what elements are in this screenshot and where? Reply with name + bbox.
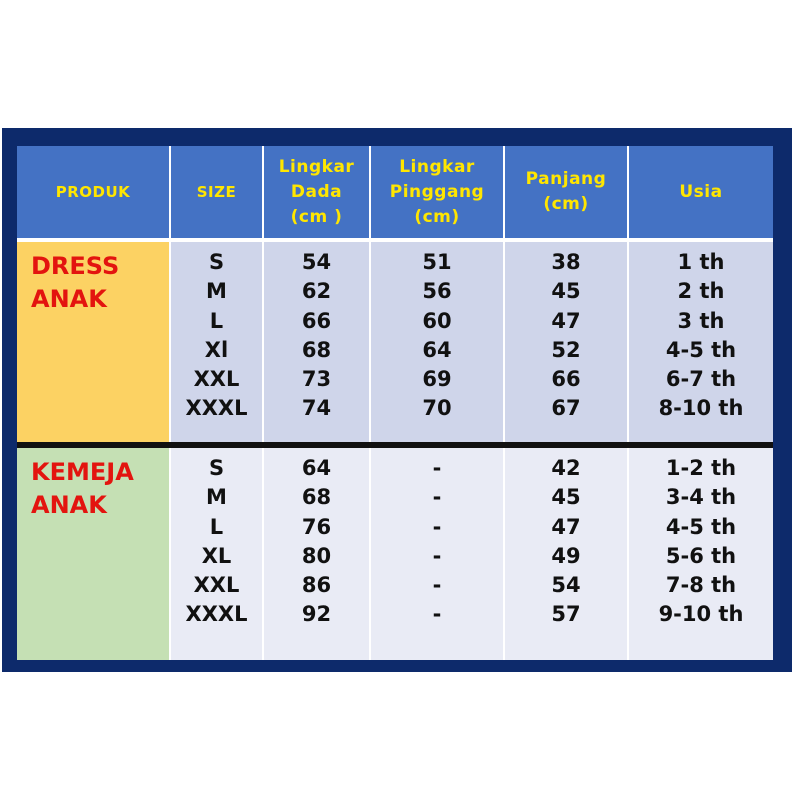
header-size: SIZE bbox=[170, 146, 263, 238]
cell-value: 5-6 th bbox=[665, 543, 737, 568]
cell-value: 38 bbox=[551, 250, 581, 274]
lingkar-dada-column bbox=[263, 242, 370, 442]
cell-value: 74 bbox=[301, 396, 332, 421]
header-line: Pinggang bbox=[389, 181, 485, 202]
cell-value: 68 bbox=[301, 337, 332, 362]
group-row-kemeja bbox=[17, 448, 773, 660]
cell-value: 68 bbox=[301, 485, 332, 510]
cell-value: 51 bbox=[422, 250, 452, 274]
header-line: Lingkar bbox=[278, 156, 355, 177]
cell-value: 1-2 th bbox=[665, 456, 737, 480]
cell-value: XL bbox=[201, 543, 232, 568]
panjang-column bbox=[504, 448, 628, 660]
cell-value: 57 bbox=[551, 602, 581, 627]
header-panjang bbox=[504, 146, 628, 238]
cell-value: 47 bbox=[551, 308, 581, 333]
product-label-dress bbox=[17, 242, 170, 442]
cell-value: 42 bbox=[551, 456, 581, 480]
cell-value: XXXL bbox=[185, 602, 248, 627]
cell-value: 80 bbox=[301, 543, 332, 568]
size-column bbox=[170, 448, 263, 660]
cell-value: KEMEJA bbox=[31, 458, 134, 486]
header-line: Panjang bbox=[525, 169, 607, 189]
cell-value: 47 bbox=[551, 514, 581, 539]
cell-value: - bbox=[432, 602, 442, 627]
header-row bbox=[17, 146, 773, 238]
cell-value: 9-10 th bbox=[658, 602, 744, 627]
cell-value: 45 bbox=[551, 485, 581, 510]
lingkar-dada-column bbox=[263, 448, 370, 660]
cell-value: L bbox=[209, 308, 224, 333]
cell-value: M bbox=[206, 279, 227, 304]
cell-value: 4-5 th bbox=[665, 337, 737, 362]
cell-value: 66 bbox=[301, 308, 332, 333]
size-chart-table bbox=[17, 146, 773, 660]
cell-value: - bbox=[432, 485, 442, 510]
cell-value: 69 bbox=[422, 367, 452, 392]
cell-value: 73 bbox=[301, 367, 332, 392]
header-line: (cm ) bbox=[290, 206, 343, 227]
cell-value: 1 th bbox=[677, 250, 725, 274]
cell-value: - bbox=[432, 573, 442, 598]
cell-value: ANAK bbox=[31, 285, 107, 313]
cell-value: 54 bbox=[551, 573, 581, 598]
cell-value: 92 bbox=[301, 602, 332, 627]
cell-value: L bbox=[209, 514, 224, 539]
cell-value: 67 bbox=[551, 396, 581, 421]
cell-value: 64 bbox=[301, 456, 332, 480]
header-produk: PRODUK bbox=[17, 146, 170, 238]
cell-value: 60 bbox=[422, 308, 452, 333]
cell-value: 70 bbox=[422, 396, 452, 421]
cell-value: 2 th bbox=[677, 279, 725, 304]
header-line: (cm) bbox=[543, 194, 589, 214]
cell-value: - bbox=[432, 543, 442, 568]
cell-value: 3 th bbox=[677, 308, 725, 333]
cell-value: 7-8 th bbox=[665, 573, 737, 598]
header-line: Lingkar bbox=[399, 156, 475, 177]
cell-value: XXL bbox=[193, 573, 240, 598]
cell-value: Xl bbox=[204, 337, 229, 362]
cell-value: 4-5 th bbox=[665, 514, 737, 539]
cell-value: XXXL bbox=[185, 396, 248, 421]
usia-column bbox=[628, 242, 773, 442]
cell-value: 8-10 th bbox=[658, 396, 744, 421]
header-lingkar-pinggang bbox=[370, 146, 504, 238]
cell-value: 62 bbox=[301, 279, 332, 304]
cell-value: M bbox=[206, 485, 227, 510]
header-line: (cm) bbox=[414, 206, 460, 227]
cell-value: 66 bbox=[551, 367, 581, 392]
cell-value: XXL bbox=[193, 367, 240, 392]
cell-value: - bbox=[432, 514, 442, 539]
group-row-dress bbox=[17, 242, 773, 442]
header-line: Dada bbox=[290, 181, 343, 202]
cell-value: DRESS bbox=[31, 252, 120, 280]
cell-value: 76 bbox=[301, 514, 332, 539]
lingkar-pinggang-column bbox=[370, 242, 504, 442]
cell-value: - bbox=[432, 456, 442, 480]
cell-value: 45 bbox=[551, 279, 581, 304]
header-lingkar-dada bbox=[263, 146, 370, 238]
cell-value: 54 bbox=[301, 250, 332, 274]
lingkar-pinggang-column bbox=[370, 448, 504, 660]
cell-value: 49 bbox=[551, 543, 581, 568]
cell-value: S bbox=[208, 456, 225, 480]
cell-value: 3-4 th bbox=[665, 485, 737, 510]
cell-value: 52 bbox=[551, 337, 581, 362]
product-label-kemeja bbox=[17, 448, 170, 660]
header-usia: Usia bbox=[628, 146, 773, 238]
panjang-column bbox=[504, 242, 628, 442]
cell-value: 56 bbox=[422, 279, 452, 304]
cell-value: ANAK bbox=[31, 491, 107, 519]
cell-value: 86 bbox=[301, 573, 332, 598]
size-column bbox=[170, 242, 263, 442]
cell-value: S bbox=[208, 250, 225, 274]
cell-value: 6-7 th bbox=[665, 367, 737, 392]
usia-column bbox=[628, 448, 773, 660]
cell-value: 64 bbox=[422, 337, 452, 362]
